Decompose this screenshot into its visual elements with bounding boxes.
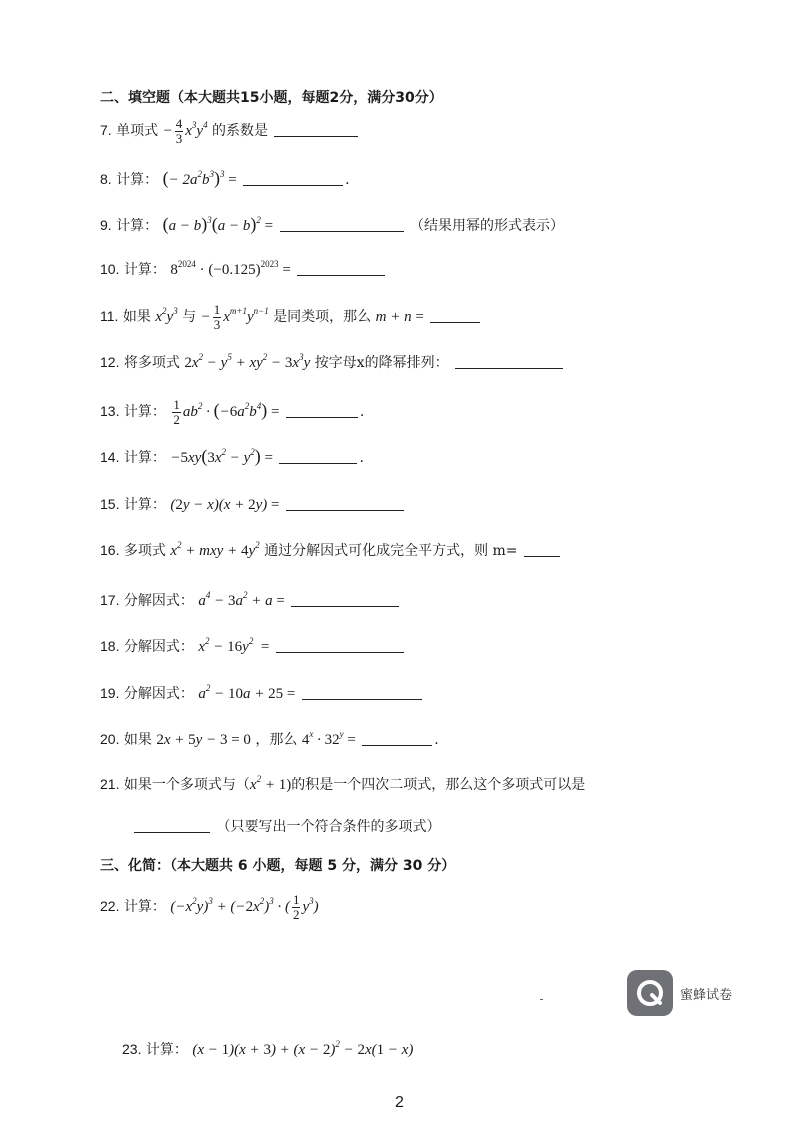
question-note: （只要写出一个符合条件的多项式）: [216, 819, 441, 835]
answer-blank[interactable]: [286, 496, 404, 511]
question-text: 计算：: [116, 218, 159, 234]
question-16: [100, 540, 562, 561]
question-13: 13. 计算： $\frac{1}{2}$ $ab^2 \cdot (-6a^2b^4)$ = .: [100, 397, 365, 427]
answer-blank[interactable]: [280, 217, 404, 232]
question-text: 计算：: [116, 172, 159, 188]
math-expression: $a^2 - 10a + 25$ =: [198, 683, 296, 702]
question-number: 19.: [100, 685, 120, 701]
question-14: 14. 计算： $-5xy(3x^2 - y^2)$ = .: [100, 446, 364, 466]
math-expression: $x^2 + 1$): [249, 774, 292, 793]
scan-speck: [540, 999, 543, 1000]
question-text: 分解因式：: [123, 593, 194, 609]
question-number: 22.: [100, 897, 120, 914]
section-2-title: 二、填空题（本大题共15小题，每题2分，满分30分）: [100, 90, 443, 106]
question-text: 如果一个多项式与（: [123, 777, 250, 793]
question-text: 计算：: [123, 262, 166, 278]
question-text: 多项式: [123, 543, 166, 559]
math-expression: $x^2$ + mxy + $4y^2$: [170, 540, 260, 559]
math-expression: − $\frac{4}{3}$ $x^3y^4$: [162, 116, 208, 146]
question-suffix: 的系数是: [212, 122, 269, 139]
question-text: 计算：: [123, 898, 166, 915]
question-text: 计算：: [123, 497, 166, 513]
question-suffix: 通过分解因式可化成完全平方式，则 m=: [264, 543, 518, 559]
question-number: 7.: [100, 121, 112, 138]
question-number: 15.: [100, 496, 120, 512]
math-expression: $(a - b)^3(a - b)^2$ =: [162, 214, 274, 234]
answer-blank[interactable]: [302, 685, 422, 700]
math-expression: (2y − x)(x + 2y) =: [170, 497, 280, 513]
question-text: 如果: [122, 308, 151, 325]
question-9: [100, 214, 564, 236]
question-number: 23.: [122, 1041, 142, 1057]
answer-blank[interactable]: [291, 592, 399, 607]
question-10: [100, 259, 387, 280]
question-number: 8.: [100, 171, 112, 187]
question-number: 17.: [100, 592, 120, 608]
math-expression: $\frac{1}{2}$ $ab^2 \cdot (-6a^2b^4)$ =: [173, 397, 280, 427]
answer-blank[interactable]: [134, 818, 210, 833]
answer-blank[interactable]: [279, 449, 357, 464]
answer-blank[interactable]: [243, 171, 343, 186]
math-expression: $-5xy(3x^2 - y^2)$ =: [170, 446, 273, 466]
answer-blank[interactable]: [286, 403, 358, 418]
math-expression: $8^{2024} \cdot (-0.125)^{2023}$ =: [170, 259, 291, 278]
page-number: 2: [395, 1094, 404, 1111]
question-number: 21.: [100, 776, 120, 792]
math-expression: $a^4 - 3a^2 + a$ =: [198, 590, 285, 609]
question-connector: 与: [182, 308, 197, 325]
question-number: 9.: [100, 217, 112, 233]
question-suffix: 按字母x的降幂排列：: [314, 355, 449, 371]
math-expression: $x^2 - 16y^2$ =: [198, 636, 270, 655]
section-3-title: 三、化简：（本大题共 6 小题，每题 5 分，满分 30 分）: [100, 858, 456, 874]
question-number: 13.: [100, 402, 120, 419]
math-expression-b: $4^x \cdot 32^y$ =: [301, 729, 356, 748]
question-text: 如果: [123, 732, 152, 748]
brand-logo-icon: [627, 970, 673, 1016]
question-number: 16.: [100, 542, 120, 558]
answer-blank[interactable]: [274, 122, 358, 137]
question-number: 20.: [100, 731, 120, 747]
question-7: [100, 117, 360, 146]
question-22: [100, 893, 319, 922]
question-21: [100, 774, 585, 795]
math-expression-a: 2x + 5y − 3 = 0: [156, 732, 251, 748]
question-23: [122, 1039, 413, 1060]
question-connector: 是同类项，那么: [273, 308, 372, 325]
answer-blank[interactable]: [455, 354, 563, 369]
answer-blank[interactable]: [276, 638, 404, 653]
answer-blank[interactable]: [524, 542, 560, 557]
question-number: 11.: [100, 307, 119, 324]
math-expression: $(x - 1)(x + 3) + (x - 2)^2 - 2x(1 - x)$: [192, 1039, 414, 1058]
question-text: 计算：: [123, 403, 166, 420]
question-18: [100, 636, 406, 657]
math-expression-c: m + n =: [375, 308, 424, 325]
math-expression-b: − $\frac{1}{3}$ $x^{m+1}y^{n-1}$: [200, 302, 269, 332]
question-suffix: 的积是一个四次二项式，那么这个多项式可以是: [291, 777, 586, 793]
question-8: 8. 计算： (− $2a^2b^3)^3$ = .: [100, 168, 350, 188]
question-15: [100, 494, 406, 515]
answer-blank[interactable]: [297, 261, 385, 276]
question-text: 计算：: [123, 450, 166, 466]
question-20: 20. 如果 2x + 5y − 3 = 0 ，那么 $4^x \cdot 32^y$ = .: [100, 729, 439, 748]
question-21-continued: [132, 817, 440, 837]
question-17: [100, 590, 401, 611]
brand-name: 蜜蜂试卷: [680, 988, 733, 1003]
answer-blank[interactable]: [362, 731, 432, 746]
question-text: 计算：: [145, 1042, 188, 1058]
question-text: 单项式: [116, 122, 159, 139]
question-number: 18.: [100, 638, 120, 654]
math-expression-a: $x^2y^3$: [155, 305, 178, 325]
math-expression: $(-x^2y)^3 + (-2x^2)^3$ · ( $\frac{1}{2}$ $y^3$): [170, 892, 319, 922]
math-expression: (− $2a^2b^3)^3$ =: [162, 168, 237, 188]
question-text: 分解因式：: [123, 639, 194, 655]
question-connector: ，那么: [255, 732, 298, 748]
question-19: [100, 683, 424, 704]
math-expression: $2x^2 - y^5 + xy^2 - 3x^3y$: [184, 352, 311, 371]
question-number: 12.: [100, 354, 120, 370]
question-12: [100, 352, 565, 373]
answer-blank[interactable]: [430, 308, 480, 323]
question-11: [100, 303, 482, 332]
question-text: 将多项式: [123, 355, 180, 371]
question-text: 分解因式：: [123, 686, 194, 702]
question-number: 10.: [100, 261, 120, 277]
question-note: （结果用幂的形式表示）: [409, 218, 564, 234]
question-number: 14.: [100, 449, 120, 465]
